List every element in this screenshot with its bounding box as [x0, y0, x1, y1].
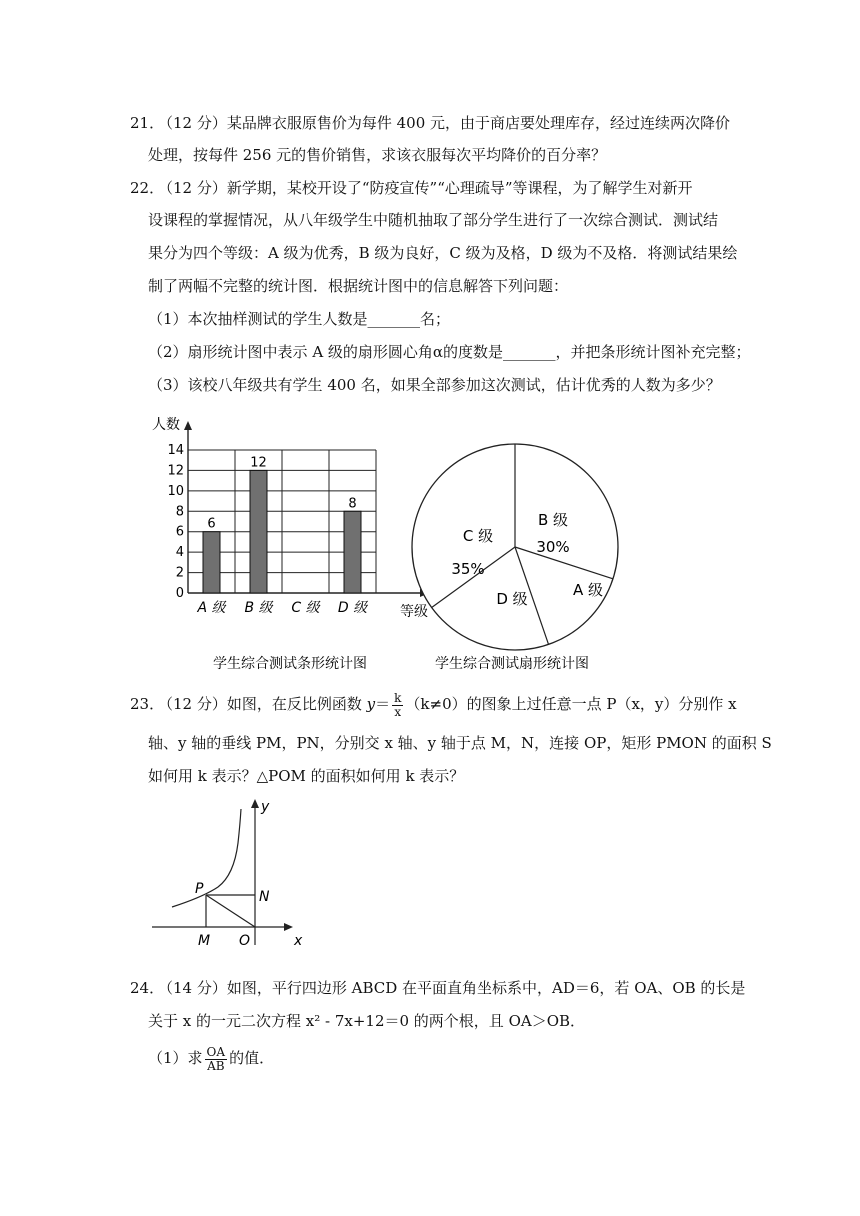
q23-line-1 — [158, 689, 737, 719]
pie-chart-caption: 学生综合测试扇形统计图 — [435, 656, 589, 672]
y-axis-arrow — [251, 799, 259, 808]
q22-sub-3: （3）该校八年级共有学生 400 名，如果全部参加这次测试，估计优秀的人数为多少？ — [148, 376, 721, 394]
q22-line-1: （12 分）新学期，某校开设了“防疫宣传”“心理疏导”等课程，为了解学生对新开 — [158, 179, 693, 197]
bar-data-label: 12 — [250, 455, 267, 471]
bar-data-label: 8 — [348, 496, 357, 512]
q23-fn-y: y — [366, 695, 376, 713]
label-p: P — [195, 881, 204, 897]
bar-y-tick-label: 8 — [175, 504, 184, 520]
q24-sub1-pre: （1）求 — [148, 1049, 203, 1067]
q24-line-2: 关于 x 的一元二次方程 x² - 7x+12＝0 的两个根，且 OA＞OB． — [148, 1012, 586, 1030]
q21-line-1: （12 分）某品牌衣服原售价为每件 400 元，由于商店要处理库存，经过连续两次降价 — [158, 114, 731, 132]
bar-data-label: 6 — [207, 516, 216, 532]
label-x: x — [294, 933, 303, 949]
bar-2 — [250, 470, 267, 593]
bar-y-axis-arrow — [184, 421, 192, 430]
label-m: M — [198, 933, 211, 949]
pie-slice-label: D 级 — [496, 590, 528, 608]
q22-line-4: 制了两幅不完整的统计图．根据统计图中的信息解答下列问题： — [148, 277, 569, 295]
bar-1 — [203, 532, 220, 593]
pie-slice-label: A 级 — [572, 581, 604, 599]
pie-slice-value: 30% — [536, 538, 570, 556]
q22-number: 22． — [130, 179, 165, 197]
q22-sub-2: （2）扇形统计图中表示 A 级的扇形圆心角α的度数是_______，并把条形统计图补充完整； — [148, 343, 751, 361]
bar-category-label: B 级 — [244, 600, 273, 616]
label-n: N — [259, 889, 270, 905]
q24-sub1-post: 的值． — [229, 1049, 275, 1067]
pie-slice-label: C 级 — [462, 527, 494, 545]
q22-line-2: 设课程的掌握情况，从八年级学生中随机抽取了部分学生进行了一次综合测试．测试结 — [148, 211, 719, 229]
q23-pre: （12 分）如图，在反比例函数 — [158, 695, 367, 713]
bar-4 — [344, 511, 361, 593]
q24-line-1: （14 分）如图，平行四边形 ABCD 在平面直角坐标系中，AD＝6，若 OA、OB 的长是 — [158, 979, 746, 997]
bar-x-axis-label: 等级 — [400, 604, 428, 620]
q24-number: 24． — [130, 979, 165, 997]
bar-y-tick-label: 10 — [167, 483, 184, 499]
q22-line-3: 果分为四个等级：A 级为优秀，B 级为良好，C 级为及格，D 级为不及格．将测试结果绘 — [148, 244, 738, 262]
q23-line-2: 轴、y 轴的垂线 PM，PN，分别交 x 轴、y 轴于点 M，N，连接 OP，矩形 PMON 的面积 S — [148, 734, 772, 752]
bar-category-label: D 级 — [337, 600, 368, 616]
q23-number: 23． — [130, 695, 165, 713]
q22-sub-1: （1）本次抽样测试的学生人数是_______名； — [148, 310, 451, 328]
bar-y-tick-label: 2 — [175, 565, 184, 581]
bar-category-label: A 级 — [197, 600, 226, 616]
bar-y-tick-label: 4 — [175, 545, 184, 561]
bar-category-label: C 级 — [291, 600, 320, 616]
hyperbola-curve — [172, 809, 241, 907]
q23-fraction — [392, 692, 403, 719]
q24-fraction — [205, 1046, 228, 1073]
q23-eq: ＝ — [375, 695, 391, 713]
bar-y-tick-label: 0 — [175, 586, 184, 601]
q24-frac-den: AB — [207, 1058, 225, 1073]
x-axis-arrow — [284, 923, 293, 931]
label-o: O — [239, 933, 251, 949]
segment-op — [206, 895, 255, 927]
bar-y-tick-label: 6 — [175, 524, 184, 540]
q23-post: （k≠0）的图象上过任意一点 P（x，y）分别作 x — [405, 695, 737, 713]
hyperbola-graph — [148, 795, 318, 955]
pie-slice-value: 35% — [451, 560, 485, 578]
pie-slice-label: B 级 — [537, 511, 569, 529]
bar-chart-caption: 学生综合测试条形统计图 — [213, 656, 367, 672]
q24-sub-1 — [148, 1040, 274, 1076]
bar-chart — [152, 416, 429, 672]
pie-chart — [412, 444, 618, 672]
bar-y-tick-label: 12 — [167, 463, 184, 479]
q23-frac-num: k — [394, 690, 402, 705]
q21-line-2: 处理，按每件 256 元的售价销售，求该衣服每次平均降价的百分率？ — [148, 146, 607, 164]
q21-number: 21． — [130, 114, 165, 132]
bar-y-axis-label: 人数 — [152, 417, 180, 433]
label-y: y — [261, 799, 270, 815]
q23-line-3: 如何用 k 表示？△POM 的面积如何用 k 表示？ — [148, 767, 465, 785]
statistics-figure — [150, 410, 620, 680]
q24-frac-num: OA — [206, 1044, 226, 1059]
bar-y-tick-label: 14 — [167, 443, 184, 458]
q23-frac-den: x — [394, 704, 402, 719]
